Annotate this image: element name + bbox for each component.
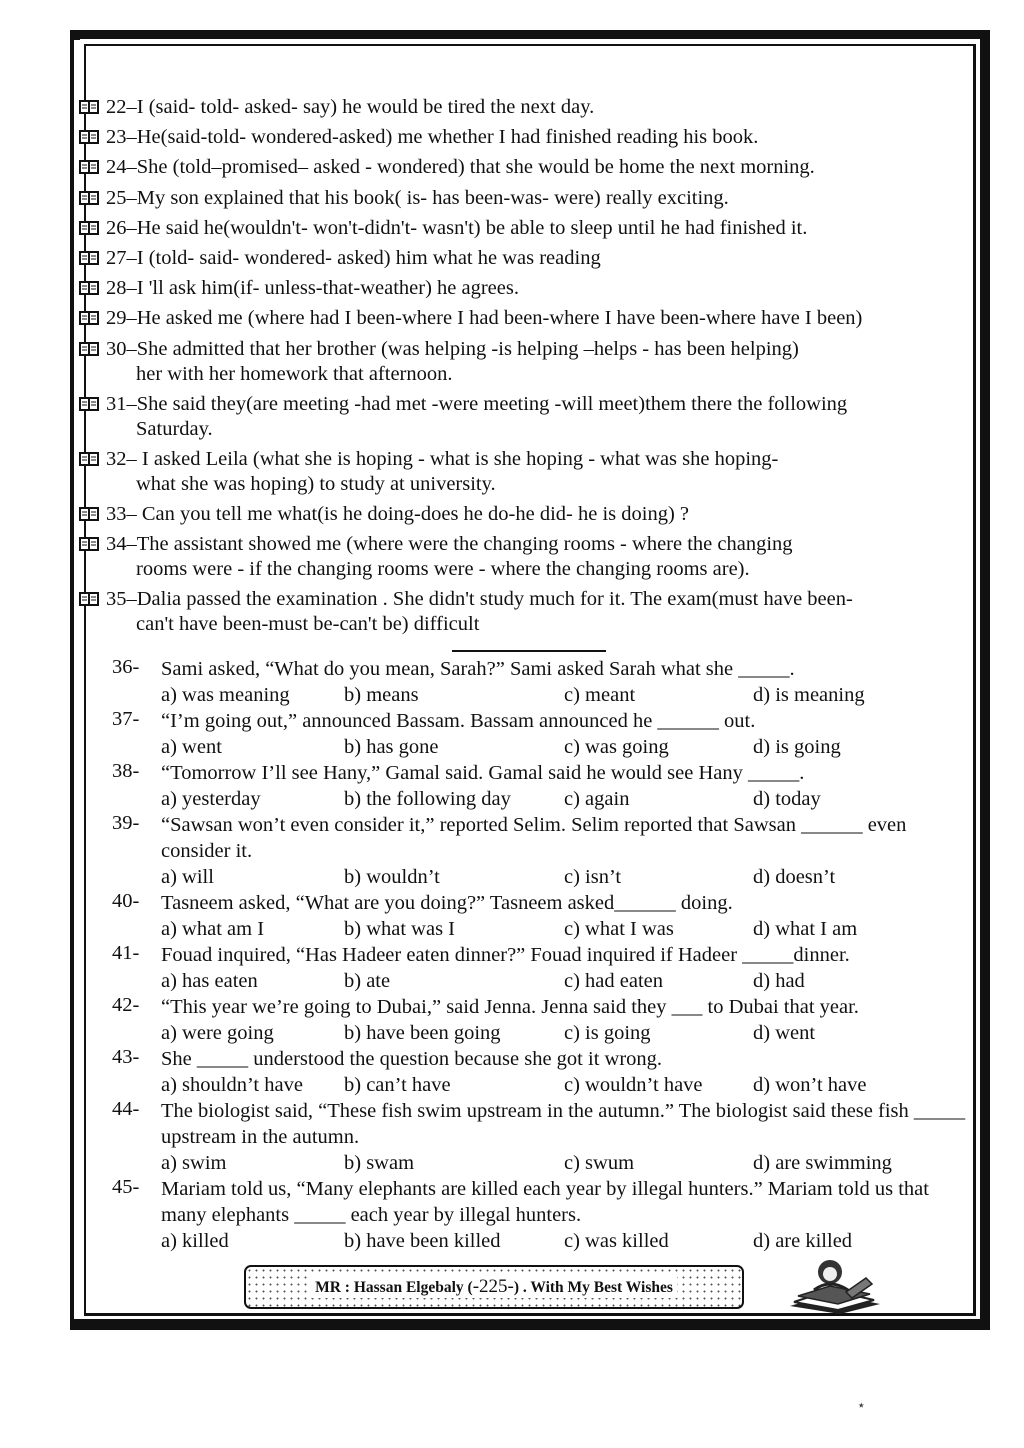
question-text: Mariam told us, “Many elephants are killed each year by illegal hunters.” Mariam told us that many elephants _____ each year by illegal hunters. <box>161 1178 929 1226</box>
frame-corner <box>70 1320 80 1330</box>
answer-option[interactable]: b) wouldn’t <box>344 866 440 888</box>
item-text: – Can you tell me what(is he doing-does he do-he did- he is doing) ? <box>126 503 689 526</box>
answer-option[interactable]: a) will <box>161 866 214 888</box>
question-text: Fouad inquired, “Has Hadeer eaten dinner?” Fouad inquired if Hadeer _____dinner. <box>161 944 850 966</box>
answer-options <box>161 734 972 760</box>
answer-option[interactable]: c) again <box>564 788 630 810</box>
question-number: 42- <box>112 994 140 1016</box>
book-bullet-icon <box>78 451 100 467</box>
answer-options <box>161 1020 972 1046</box>
item-number: 24 <box>106 156 127 179</box>
exercise-item <box>78 586 968 637</box>
exercise-item <box>78 446 968 497</box>
answer-option[interactable]: d) doesn’t <box>753 866 836 888</box>
question-number: 37- <box>112 708 140 730</box>
question <box>112 1098 972 1176</box>
item-text: – I asked Leila (what she is hoping - what is she hoping - what was she hoping- <box>126 447 779 470</box>
question-text: The biologist said, “These fish swim upstream in the autumn.” The biologist said these fish _____ upstream in the autumn. <box>161 1100 966 1148</box>
book-bullet-icon <box>78 190 100 206</box>
answer-options <box>161 1228 972 1254</box>
footer-text <box>311 1276 677 1298</box>
book-bullet-icon <box>78 310 100 326</box>
book-bullet-icon <box>78 341 100 357</box>
question-text: She _____ understood the question because she got it wrong. <box>161 1048 663 1070</box>
answer-options <box>161 916 972 942</box>
frame-corner <box>980 30 990 40</box>
answer-option[interactable]: a) what am I <box>161 918 265 940</box>
answer-option[interactable]: d) is going <box>753 736 841 758</box>
item-number: 27 <box>106 246 127 269</box>
question-number: 45- <box>112 1176 140 1198</box>
answer-option[interactable]: d) went <box>753 1022 816 1044</box>
answer-option[interactable]: b) the following day <box>344 788 511 810</box>
exercise-item <box>78 185 968 211</box>
answer-option[interactable]: a) went <box>161 736 222 758</box>
item-number: 26 <box>106 216 127 239</box>
book-bullet-icon <box>78 536 100 552</box>
answer-option[interactable]: b) can’t have <box>344 1074 451 1096</box>
item-text: –He(said-told- wondered-asked) me whether I had finished reading his book. <box>126 126 759 149</box>
answer-option[interactable]: b) have been going <box>344 1022 501 1044</box>
item-text: –He said he(wouldn't- won't-didn't- wasn't) be able to sleep until he had finished it. <box>126 216 808 239</box>
item-number: 34 <box>106 533 127 556</box>
answer-option[interactable]: b) swam <box>344 1152 415 1174</box>
answer-option[interactable]: a) shouldn’t have <box>161 1074 303 1096</box>
question-number: 41- <box>112 942 140 964</box>
book-bullet-icon <box>78 591 100 607</box>
answer-options <box>161 786 972 812</box>
item-number: 29 <box>106 307 127 330</box>
frame-corner <box>980 1320 990 1330</box>
exercise-item <box>78 245 968 271</box>
answer-option[interactable]: b) has gone <box>344 736 439 758</box>
question-number: 39- <box>112 812 140 834</box>
item-number: 23 <box>106 126 127 149</box>
question <box>112 994 972 1046</box>
answer-option[interactable]: c) what I was <box>564 918 674 940</box>
answer-option[interactable]: a) has eaten <box>161 970 258 992</box>
answer-option[interactable]: a) swim <box>161 1152 227 1174</box>
stray-mark: ٭ <box>858 1398 865 1412</box>
answer-option[interactable]: c) swum <box>564 1152 635 1174</box>
answer-option[interactable]: d) won’t have <box>753 1074 867 1096</box>
question <box>112 1046 972 1098</box>
answer-option[interactable]: d) what I am <box>753 918 858 940</box>
answer-option[interactable]: b) have been killed <box>344 1230 501 1252</box>
answer-options <box>161 1072 972 1098</box>
question <box>112 1176 972 1254</box>
answer-options <box>161 1150 972 1176</box>
footer-author: MR : Hassan Elgebaly ( <box>315 1279 473 1296</box>
item-text: –She admitted that her brother (was helping -is helping –helps - has been helping) <box>126 337 799 360</box>
exercise-item <box>78 305 968 331</box>
footer-wishes: ) . With My Best Wishes <box>513 1279 673 1296</box>
page-number: -225- <box>472 1276 514 1297</box>
item-continuation: what she was hoping) to study at university. <box>136 472 496 495</box>
book-bullet-icon <box>78 280 100 296</box>
question-number: 44- <box>112 1098 140 1120</box>
multiple-choice-questions <box>112 656 972 1254</box>
item-text: –Dalia passed the examination . She didn't study much for it. The exam(must have been- <box>126 588 853 611</box>
answer-option[interactable]: c) wouldn’t have <box>564 1074 703 1096</box>
answer-option[interactable]: d) is meaning <box>753 684 865 706</box>
item-text: –She said they(are meeting -had met -were meeting -will meet)them there the following <box>126 392 848 415</box>
item-continuation: Saturday. <box>136 417 213 440</box>
item-number: 28 <box>106 277 127 300</box>
answer-option[interactable]: b) what was I <box>344 918 456 940</box>
question-number: 40- <box>112 890 140 912</box>
item-continuation: rooms were - if the changing rooms were - where the changing rooms are). <box>136 558 750 581</box>
item-number: 33 <box>106 503 127 526</box>
question <box>112 942 972 994</box>
book-bullet-icon <box>78 250 100 266</box>
answer-option[interactable]: d) today <box>753 788 821 810</box>
question-text: “Sawsan won’t even consider it,” reported Selim. Selim reported that Sawsan ______ even consider it. <box>161 814 907 862</box>
question <box>112 760 972 812</box>
question-text: “I’m going out,” announced Bassam. Bassam announced he ______ out. <box>161 710 756 732</box>
exercise-item <box>78 336 968 387</box>
item-text: –I 'll ask him(if- unless-that-weather) he agrees. <box>126 277 519 300</box>
book-bullet-icon <box>78 99 100 115</box>
item-text: –The assistant showed me (where were the changing rooms - where the changing <box>126 533 793 556</box>
footer-banner <box>244 1265 744 1309</box>
book-bullet-icon <box>78 220 100 236</box>
book-bullet-icon <box>78 129 100 145</box>
item-number: 35 <box>106 588 127 611</box>
answer-options <box>161 968 972 994</box>
item-text: –He asked me (where had I been-where I had been-where I have been-where have I been) <box>126 307 863 330</box>
exercise-item <box>78 154 968 180</box>
reported-speech-items <box>78 94 968 642</box>
answer-option[interactable]: a) killed <box>161 1230 229 1252</box>
answer-option[interactable]: c) was going <box>564 736 669 758</box>
item-continuation: her with her homework that afternoon. <box>136 362 453 385</box>
frame-corner <box>70 30 80 40</box>
item-text: –I (told- said- wondered- asked) him what he was reading <box>126 246 601 269</box>
question <box>112 708 972 760</box>
book-bullet-icon <box>78 396 100 412</box>
answer-option[interactable]: d) had <box>753 970 805 992</box>
item-text: –My son explained that his book( is- has been-was- were) really exciting. <box>126 186 729 209</box>
reading-books-icon <box>786 1256 884 1316</box>
item-text: –I (said- told- asked- say) he would be tired the next day. <box>126 96 595 118</box>
answer-option[interactable]: c) meant <box>564 684 636 706</box>
answer-option[interactable]: d) are swimming <box>753 1152 892 1174</box>
answer-option[interactable]: a) was meaning <box>161 684 290 706</box>
item-number: 32 <box>106 447 127 470</box>
item-number: 25 <box>106 186 127 209</box>
item-number: 30 <box>106 337 127 360</box>
exercise-item <box>78 531 968 582</box>
answer-options <box>161 682 972 708</box>
answer-option[interactable]: b) means <box>344 684 419 706</box>
exercise-item <box>78 94 968 120</box>
exercise-item <box>78 501 968 527</box>
question-number: 38- <box>112 760 140 782</box>
exercise-item <box>78 391 968 442</box>
answer-option[interactable]: a) were going <box>161 1022 274 1044</box>
exercise-item <box>78 215 968 241</box>
item-text: –She (told–promised– asked - wondered) that she would be home the next morning. <box>126 156 815 179</box>
answer-option[interactable]: c) is going <box>564 1022 651 1044</box>
question-number: 43- <box>112 1046 140 1068</box>
question <box>112 656 972 708</box>
answer-options <box>161 864 972 890</box>
section-separator <box>452 650 606 652</box>
exercise-item <box>78 124 968 150</box>
answer-option[interactable]: c) was killed <box>564 1230 669 1252</box>
question-text: “Tomorrow I’ll see Hany,” Gamal said. Gamal said he would see Hany _____. <box>161 762 805 784</box>
question-text: “This year we’re going to Dubai,” said Jenna. Jenna said they ___ to Dubai that year. <box>161 996 859 1018</box>
book-bullet-icon <box>78 506 100 522</box>
question-number: 36- <box>112 656 140 678</box>
item-number: 22 <box>106 96 127 118</box>
question-text: Sami asked, “What do you mean, Sarah?” Sami asked Sarah what she _____. <box>161 658 795 680</box>
item-number: 31 <box>106 392 127 415</box>
exercise-item <box>78 275 968 301</box>
answer-option[interactable]: b) ate <box>344 970 391 992</box>
question <box>112 812 972 890</box>
answer-option[interactable]: a) yesterday <box>161 788 261 810</box>
question <box>112 890 972 942</box>
book-bullet-icon <box>78 159 100 175</box>
answer-option[interactable]: c) had eaten <box>564 970 664 992</box>
answer-option[interactable]: c) isn’t <box>564 866 622 888</box>
answer-option[interactable]: d) are killed <box>753 1230 853 1252</box>
item-continuation: can't have been-must be-can't be) difficult <box>136 613 480 636</box>
question-text: Tasneem asked, “What are you doing?” Tasneem asked______ doing. <box>161 892 733 914</box>
